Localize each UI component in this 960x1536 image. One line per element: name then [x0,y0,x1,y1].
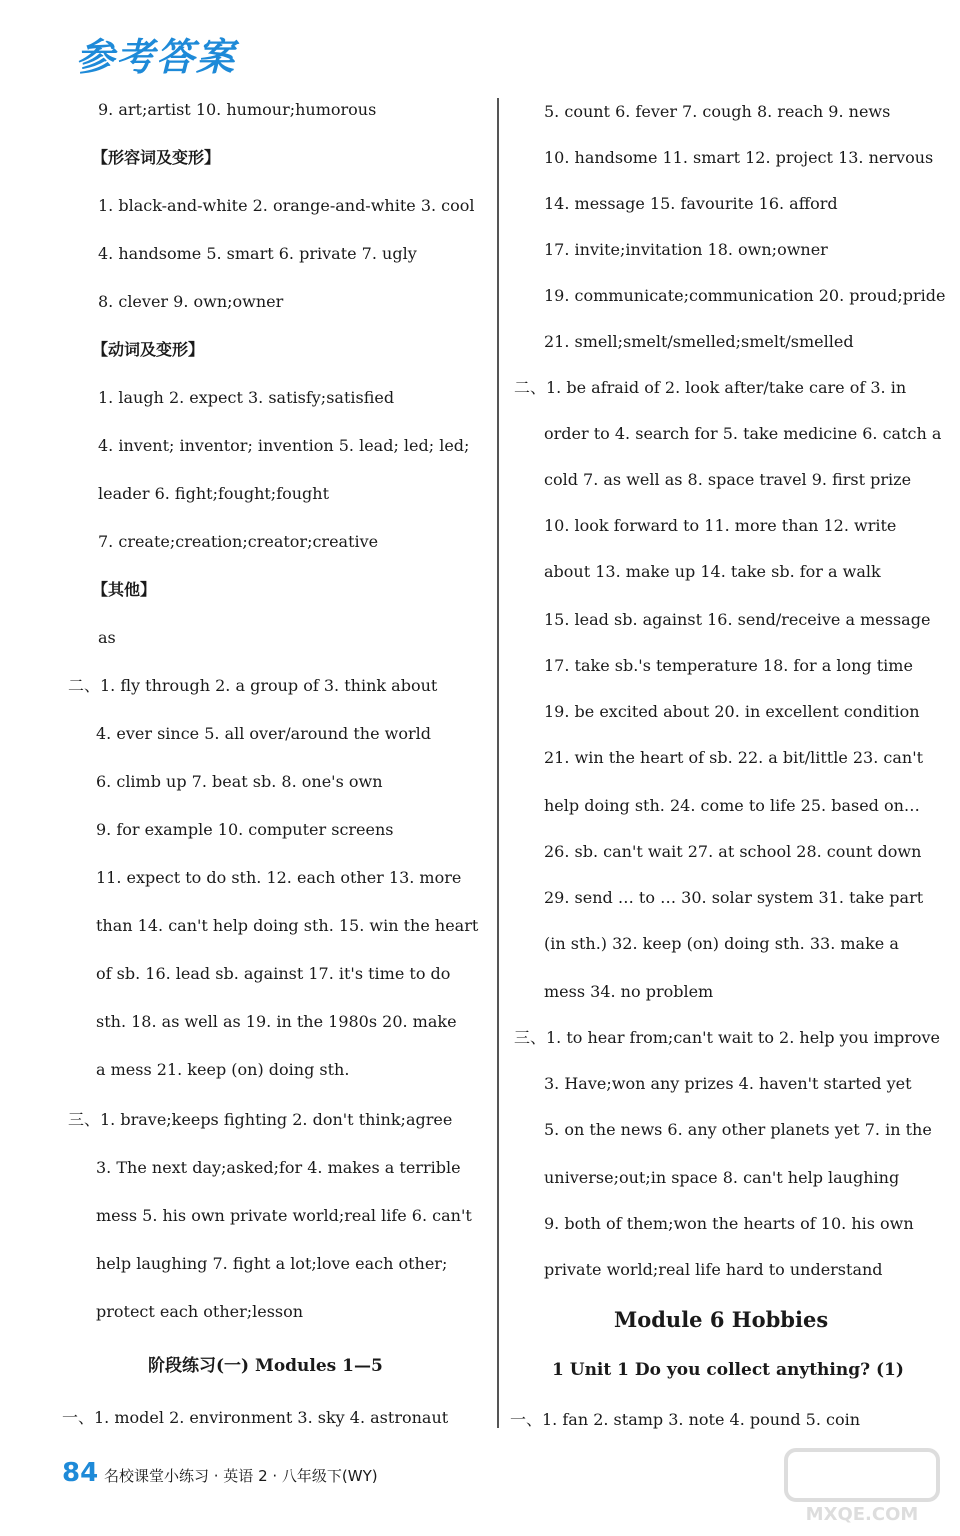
left-answer-line: 【形容词及变形】 [92,148,221,167]
left-answer-line: help laughing 7. fight a lot;love each other; [96,1254,448,1273]
right-answer-line: 5. count 6. fever 7. cough 8. reach 9. news [544,102,891,121]
right-answer-line: 9. both of them;won the hearts of 10. his own [544,1214,914,1233]
left-answer-line: than 14. can't help doing sth. 15. win the heart [96,916,479,935]
left-answer-line: 二、1. fly through 2. a group of 3. think about [68,676,438,695]
right-answer-line: (in sth.) 32. keep (on) doing sth. 33. make a [544,934,899,953]
right-answer-line: private world;real life hard to understand [544,1260,883,1279]
right-answer-line: 19. communicate;communication 20. proud;pride [544,286,946,305]
left-answer-line: protect each other;lesson [96,1302,304,1321]
book-info: 名校课堂小练习 · 英语 2 · 八年级下(WY) [104,1467,378,1485]
right-answer-line: order to 4. search for 5. take medicine 6. catch a [544,424,942,443]
right-answer-line: 21. win the heart of sb. 22. a bit/little 23. can't [544,748,924,767]
page-header-title: 参考答案 [76,35,237,79]
right-answer-line: about 13. make up 14. take sb. for a walk [544,562,881,581]
right-answer-line: 19. be excited about 20. in excellent condition [544,702,920,721]
left-answer-line: 6. climb up 7. beat sb. 8. one's own [96,772,383,791]
right-answer-line: mess 34. no problem [544,982,714,1001]
right-answer-line: 17. invite;invitation 18. own;owner [544,240,828,259]
left-answer-line: 8. clever 9. own;owner [98,292,284,311]
left-answer-line: mess 5. his own private world;real life 6. can't [96,1206,472,1225]
left-answer-line: 【动词及变形】 [92,340,205,359]
right-answer-line: cold 7. as well as 8. space travel 9. first prize [544,470,912,489]
left-answer-line: 9. for example 10. computer screens [96,820,394,839]
left-answer-line: sth. 18. as well as 19. in the 1980s 20. make [96,1012,457,1031]
right-answer-line: universe;out;in space 8. can't help laughing [544,1168,900,1187]
right-answer-line: help doing sth. 24. come to life 25. based on… [544,796,920,815]
left-answer-line: 11. expect to do sth. 12. each other 13. more [96,868,462,887]
left-answer-line: 1. black-and-white 2. orange-and-white 3. cool [98,196,475,215]
left-answer-line: 4. handsome 5. smart 6. private 7. ugly [98,244,417,263]
left-answer-line: 1. laugh 2. expect 3. satisfy;satisfied [98,388,395,407]
right-answer-line: 三、1. to hear from;can't wait to 2. help you improve [514,1028,941,1047]
left-answer-line: 三、1. brave;keeps fighting 2. don't think;agree [68,1110,453,1129]
watermark-logo [782,1446,942,1526]
right-answer-line: 3. Have;won any prizes 4. haven't started yet [544,1074,912,1093]
right-answer-line: 15. lead sb. against 16. send/receive a message [544,610,931,629]
page-number: 84 [62,1458,99,1488]
left-answer-line: 4. ever since 5. all over/around the world [96,724,431,743]
right-answer-line: 一、1. fan 2. stamp 3. note 4. pound 5. coin [510,1410,861,1429]
right-answer-line: 29. send … to … 30. solar system 31. take part [544,888,924,907]
left-answer-line: 4. invent; inventor; invention 5. lead; led; led; [98,436,470,455]
column-divider [497,98,499,1428]
right-answer-line: 二、1. be afraid of 2. look after/take care of 3. in [514,378,907,397]
right-answer-line: 14. message 15. favourite 16. afford [544,194,838,213]
svg-text:MXQE.COM: MXQE.COM [805,1504,919,1525]
left-answer-line: 阶段练习(一) Modules 1—5 [148,1356,383,1376]
right-answer-line: 17. take sb.'s temperature 18. for a long time [544,656,913,675]
left-answer-line: 7. create;creation;creator;creative [98,532,379,551]
right-answer-line: 26. sb. can't wait 27. at school 28. count down [544,842,922,861]
right-answer-line: 1 Unit 1 Do you collect anything? (1) [552,1360,904,1380]
right-answer-line: Module 6 Hobbies [614,1307,829,1332]
left-answer-line: leader 6. fight;fought;fought [98,484,330,503]
left-answer-line: as [98,628,116,647]
right-answer-line: 10. handsome 11. smart 12. project 13. nervous [544,148,934,167]
right-answer-line: 10. look forward to 11. more than 12. write [544,516,897,535]
left-answer-line: 一、1. model 2. environment 3. sky 4. astronaut [62,1408,449,1427]
left-answer-line: 【其他】 [92,580,157,599]
left-answer-line: 3. The next day;asked;for 4. makes a terrible [96,1158,461,1177]
left-answer-line: of sb. 16. lead sb. against 17. it's time to do [96,964,451,983]
right-answer-line: 21. smell;smelt/smelled;smelt/smelled [544,332,854,351]
right-answer-line: 5. on the news 6. any other planets yet 7. in the [544,1120,932,1139]
left-answer-line: a mess 21. keep (on) doing sth. [96,1060,350,1079]
left-answer-line: 9. art;artist 10. humour;humorous [98,100,377,119]
